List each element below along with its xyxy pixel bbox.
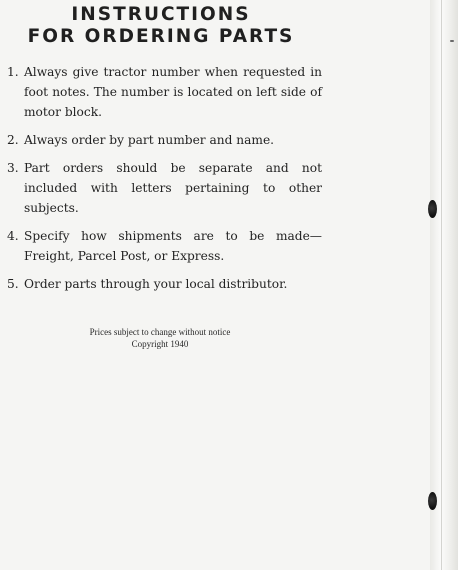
punch-hole-upper — [428, 200, 437, 218]
instruction-item-5 — [0, 274, 322, 294]
instruction-item-1 — [0, 62, 322, 122]
price-notice: Prices subject to change without notice — [89, 327, 231, 337]
instruction-number: 2. — [7, 133, 19, 147]
instruction-text: Part orders should be separate and not included with letters pertaining to other subjects. — [24, 161, 322, 215]
page-title-line-2: FOR ORDERING PARTS — [27, 26, 295, 47]
punch-hole-lower — [428, 492, 437, 510]
instruction-item-4 — [0, 226, 322, 266]
instruction-number: 5. — [7, 277, 19, 291]
copyright-notice: Copyright 1940 — [131, 339, 189, 349]
binding-gutter — [430, 0, 458, 570]
instruction-number: 1. — [7, 65, 19, 79]
instruction-text: Specify how shipments are to be made—Freight, Parcel Post, or Express. — [24, 229, 322, 263]
instruction-text: Always order by part number and name. — [24, 133, 275, 147]
instructions-list — [0, 62, 322, 294]
instruction-text: Order parts through your local distributor. — [24, 277, 288, 291]
paper-speck — [450, 40, 454, 42]
instruction-number: 4. — [7, 229, 19, 243]
instruction-text: Always give tractor number when requested in foot notes. The number is located on left side of motor block. — [24, 65, 322, 119]
instruction-item-2 — [0, 130, 322, 150]
binding-fold-line — [441, 0, 442, 570]
instruction-number: 3. — [7, 161, 19, 175]
instruction-item-3 — [0, 158, 322, 218]
page-title-line-1: INSTRUCTIONS — [71, 4, 251, 25]
